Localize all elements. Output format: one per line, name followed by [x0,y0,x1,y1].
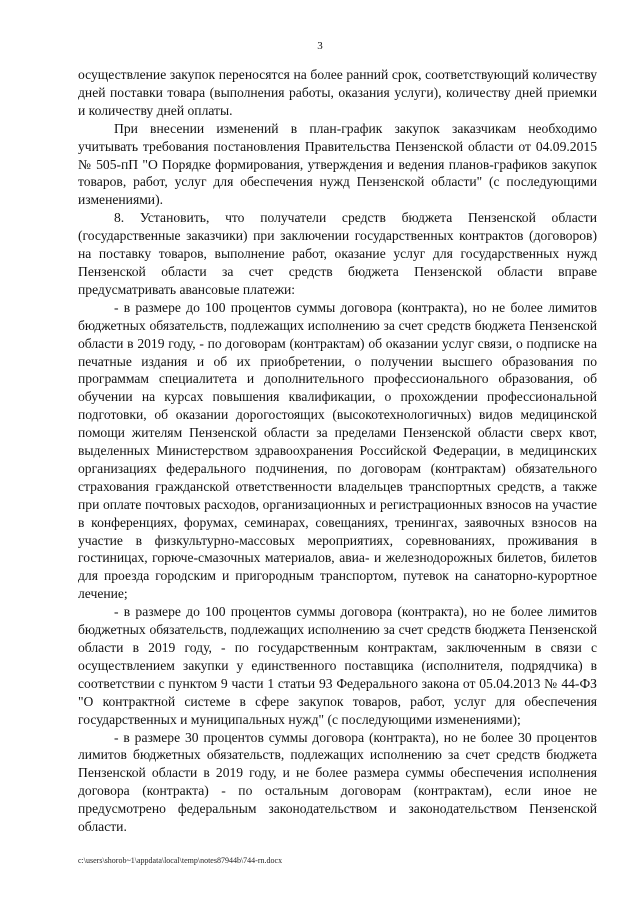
footer-file-path: c:\users\shorob~1\appdata\local\temp\notes87944b\744-rn.docx [78,856,283,865]
paragraph-clause-8: 8. Установить, что получатели средств бюджета Пензенской области (государственные заказчики) при заключении государственных контрактов (договоров) на поставку товаров, выполнение работ, оказание услуг для государственных нужд Пензенской области за счет средств бюджета Пензенской области вправе предусматривать авансовые платежи: [78,210,597,297]
document-body [78,66,597,836]
paragraph-continuation: осуществление закупок переносятся на более ранний срок, соответствующий количеству дней поставки товара (выполнения работы, оказания услуги), количеству дней приемки и количеству дней оплаты. [78,67,597,118]
list-item-advance-30-other: - в размере 30 процентов суммы договора (контракта), но не более 30 процентов лимитов бюджетных обязательств, подлежащих исполнению за счет средств бюджета Пензенской области в 2019 году, и не более размера суммы обеспечения исполнения договора (контракта) - по остальным договорам (контрактам), если иное не предусмотрено федеральным законодательством и законодательством Пензенской области. [78,729,597,835]
page-number: 3 [317,40,323,52]
paragraph-plan-schedule-changes: При внесении изменений в план-график закупок заказчикам необходимо учитывать требования постановления Правительства Пензенской области от 04.09.2015 № 505-пП "О Порядке формирования, утверждения и ведения планов-графиков закупок товаров, работ, услуг для обеспечения нужд Пензенской области" (с последующими изменениями). [78,120,597,208]
list-item-advance-100-single-supplier: - в размере до 100 процентов суммы договора (контракта), но не более лимитов бюджетных обязательств, подлежащих исполнению за счет средств бюджета Пензенской области в 2019 году, - по государственным контрактам, заключенным в связи с осуществлением закупки у единственного поставщика (исполнителя, подрядчика) в соответствии с пунктом 9 части 1 статьи 93 Федерального закона от 05.04.2013 № 44-ФЗ "О контрактной системе в сфере закупок товаров, работ, услуг для обеспечения государственных и муниципальных нужд" (с последующими изменениями); [78,604,597,727]
list-item-advance-100-services: - в размере до 100 процентов суммы договора (контракта), но не более лимитов бюджетных обязательств, подлежащих исполнению за счет средств бюджета Пензенской области в 2019 году, - по договорам (контрактам) об оказании услуг связи, о подписке на печатные издания и об их приобретении, о получении высшего образования по программам специалитета и дополнительного профессионального образования, об обучении на курсах повышения квалификации, о прохождении профессиональной подготовки, об оказании дорогостоящих (высокотехнологичных) видов медицинской помощи жителям Пензенской области за пределами Пензенской области сверх квот, выделенных Министерством здравоохранения Российской Федерации, в медицинских организациях федерального подчинения, по договорам (контрактам) обязательного страхования гражданской ответственности владельцев транспортных средств, а также при оплате почтовых расходов, организационных и регистрационных взносов на участие в конференциях, форумах, семинарах, совещаниях, тренингах, заявочных взносов на участие в физкультурно-массовых мероприятиях, соревнованиях, проживания в гостиницах, горюче-смазочных материалов, авиа- и железнодорожных билетов, билетов для проезда городским и пригородным транспортом, путевок на санаторно-курортное лечение; [78,299,597,602]
